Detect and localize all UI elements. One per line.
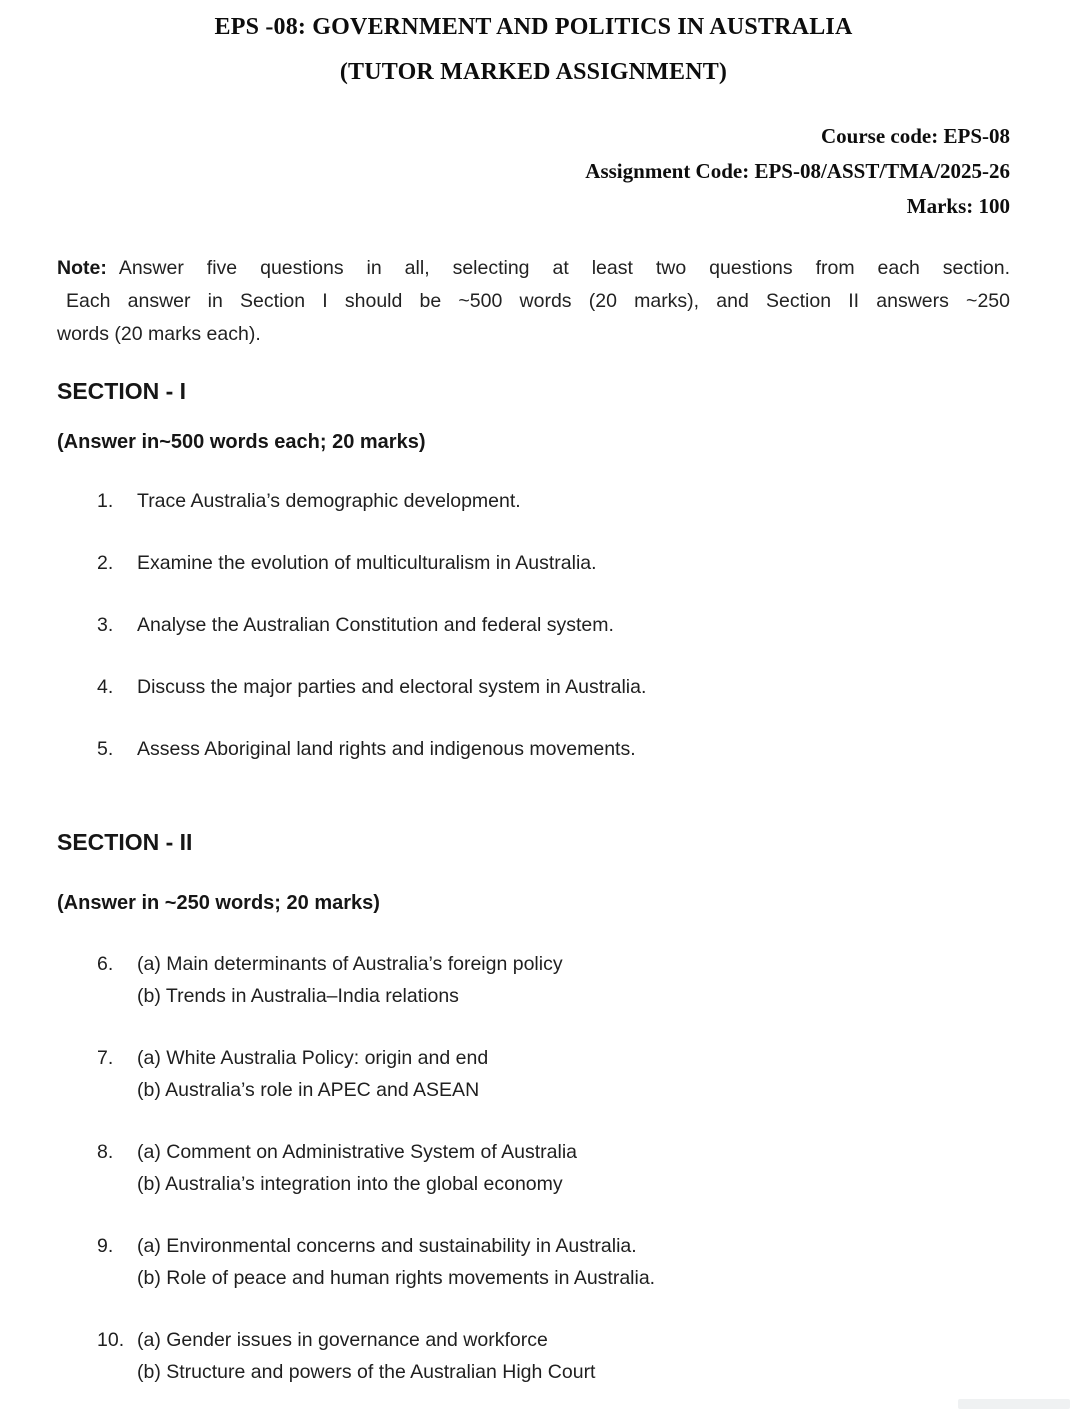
question-text: Analyse the Australian Constitution and federal system. bbox=[137, 614, 614, 636]
meta-block bbox=[57, 119, 1010, 224]
question-part-b: (b) Structure and powers of the Australian High Court bbox=[137, 1361, 596, 1383]
note-paragraph bbox=[57, 252, 1010, 351]
course-code: Course code: EPS-08 bbox=[821, 124, 1010, 148]
page-title: EPS -08: GOVERNMENT AND POLITICS IN AUSTRALIA bbox=[214, 14, 853, 40]
question-item-6 bbox=[97, 948, 1010, 1012]
question-number: 3. bbox=[97, 614, 114, 636]
question-part-b: (b) Trends in Australia–India relations bbox=[137, 985, 459, 1007]
question-number: 10. bbox=[97, 1329, 125, 1351]
question-number: 2. bbox=[97, 552, 114, 574]
question-item-4 bbox=[97, 671, 1010, 703]
section-2-instruction: (Answer in ~250 words; 20 marks) bbox=[57, 892, 380, 914]
question-item-3 bbox=[97, 609, 1010, 641]
note-line-3: words (20 marks each). bbox=[57, 323, 261, 345]
section-2-heading: SECTION - II bbox=[57, 829, 193, 855]
question-number: 9. bbox=[97, 1235, 114, 1257]
question-text: Examine the evolution of multiculturalism in Australia. bbox=[137, 552, 597, 574]
assignment-code: Assignment Code: EPS-08/ASST/TMA/2025-26 bbox=[585, 159, 1010, 183]
page-subtitle: (TUTOR MARKED ASSIGNMENT) bbox=[339, 59, 728, 85]
question-item-5 bbox=[97, 733, 1010, 765]
question-parts bbox=[137, 948, 1010, 1012]
question-number: 6. bbox=[97, 953, 114, 975]
question-number: 8. bbox=[97, 1141, 114, 1163]
question-item-10 bbox=[97, 1324, 1010, 1388]
section-1-heading: SECTION - I bbox=[57, 378, 187, 404]
question-parts bbox=[137, 1042, 1010, 1106]
question-number: 7. bbox=[97, 1047, 114, 1069]
question-part-a: (a) White Australia Policy: origin and end bbox=[137, 1047, 489, 1069]
section-1-question-list bbox=[57, 485, 1010, 765]
note-line-2: Each answer in Section I should be ~500 words (20 marks), and Section II answers ~250 bbox=[66, 290, 1010, 312]
question-item-2 bbox=[97, 547, 1010, 579]
question-number: 4. bbox=[97, 676, 114, 698]
scan-artifact bbox=[958, 1399, 1070, 1409]
question-part-a: (a) Gender issues in governance and workforce bbox=[137, 1329, 548, 1351]
question-part-b: (b) Role of peace and human rights movements in Australia. bbox=[137, 1267, 656, 1289]
note-line-1-text: Answer five questions in all, selecting at least two questions from each section. bbox=[118, 257, 1010, 279]
question-part-a: (a) Main determinants of Australia’s foreign policy bbox=[137, 953, 563, 975]
question-number: 5. bbox=[97, 738, 114, 760]
question-parts bbox=[137, 1230, 1010, 1294]
question-parts bbox=[137, 1324, 1010, 1388]
note-line-1 bbox=[57, 252, 1010, 285]
question-item-7 bbox=[97, 1042, 1010, 1106]
question-parts bbox=[137, 1136, 1010, 1200]
question-item-8 bbox=[97, 1136, 1010, 1200]
question-text: Discuss the major parties and electoral system in Australia. bbox=[137, 676, 647, 698]
question-part-a: (a) Comment on Administrative System of Australia bbox=[137, 1141, 577, 1163]
question-part-b: (b) Australia’s integration into the global economy bbox=[137, 1173, 563, 1195]
section-2-question-list bbox=[57, 948, 1010, 1388]
question-item-1 bbox=[97, 485, 1010, 517]
question-item-9 bbox=[97, 1230, 1010, 1294]
note-label: Note: bbox=[57, 257, 107, 279]
question-number: 1. bbox=[97, 490, 114, 512]
section-1-instruction: (Answer in~500 words each; 20 marks) bbox=[57, 431, 426, 453]
marks-total: Marks: 100 bbox=[906, 194, 1010, 218]
question-text: Assess Aboriginal land rights and indigenous movements. bbox=[137, 738, 636, 760]
question-text: Trace Australia’s demographic development. bbox=[137, 490, 521, 512]
question-part-b: (b) Australia’s role in APEC and ASEAN bbox=[137, 1079, 480, 1101]
question-part-a: (a) Environmental concerns and sustainability in Australia. bbox=[137, 1235, 637, 1257]
